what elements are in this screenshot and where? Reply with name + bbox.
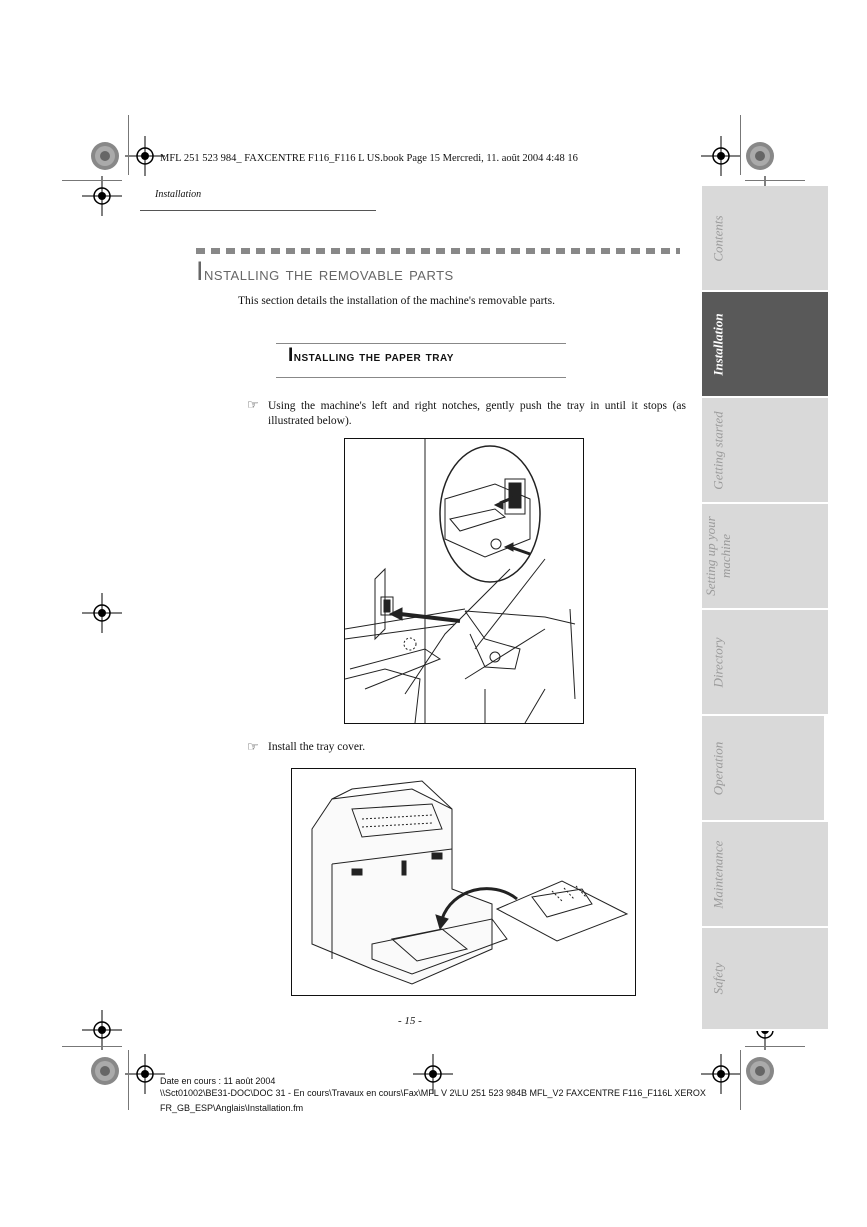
title-dash-bar (196, 248, 680, 254)
page-number: - 15 - (398, 1015, 422, 1027)
header-rule (140, 210, 376, 211)
tab-label: Setting up your machine (703, 516, 733, 596)
tab-label: Contents (710, 214, 726, 262)
page-title-rest: nstalling the removable parts (204, 264, 454, 285)
section-rule-top (276, 343, 566, 344)
tab-getting-started[interactable] (702, 398, 828, 504)
footer-date: Date en cours : 11 août 2004 (160, 1076, 276, 1086)
section-tabs-sidebar (702, 186, 828, 1031)
crosshair-mark-icon (701, 1054, 741, 1094)
intro-text: This section details the installation of the machine's removable parts. (238, 295, 555, 307)
tab-installation[interactable] (702, 292, 828, 398)
running-header: Installation (155, 189, 202, 200)
tab-maintenance[interactable] (702, 822, 828, 928)
footer-file-path-continued: FR_GB_ESP\Anglais\Installation.fm (160, 1103, 304, 1113)
trim-line (745, 180, 805, 181)
pointing-hand-icon: ☞ (247, 397, 259, 412)
crosshair-mark-icon (82, 1010, 122, 1050)
crosshair-mark-icon (125, 136, 165, 176)
page-title (196, 256, 454, 287)
tab-label: Installation (710, 312, 726, 376)
crosshair-mark-icon (125, 1054, 165, 1094)
section-rule-bottom (276, 377, 566, 378)
tab-contents[interactable] (702, 186, 828, 292)
registration-mark-icon (740, 1051, 780, 1091)
tab-operation[interactable] (702, 716, 824, 822)
footer-file-path: \\Sct01002\BE31-DOC\DOC 31 - En cours\Travaux en cours\Fax\MFL V 2\LU 251 523 984B MFL_V2 FAXCENTRE F116_F116L XEROX (160, 1088, 706, 1098)
tab-label: Maintenance (710, 840, 726, 908)
section-title (288, 345, 454, 367)
trim-line (740, 1050, 741, 1110)
tab-directory[interactable] (702, 610, 828, 716)
trim-line (128, 115, 129, 175)
trim-line (740, 115, 741, 175)
crosshair-mark-icon (701, 136, 741, 176)
page-title-initial: I (196, 256, 205, 286)
tab-safety[interactable] (702, 928, 828, 1031)
crosshair-mark-icon (82, 176, 122, 216)
paper-tray-insertion-illustration (344, 438, 584, 724)
book-header: MFL 251 523 984_ FAXCENTRE F116_F116 L US.book Page 15 Mercredi, 11. août 2004 4:48 16 (160, 153, 578, 164)
crosshair-mark-icon (82, 593, 122, 633)
registration-mark-icon (85, 136, 125, 176)
trim-line (745, 1046, 805, 1047)
tab-setting-up[interactable] (702, 504, 828, 610)
tab-label: Operation (710, 741, 726, 795)
trim-line (62, 180, 122, 181)
registration-mark-icon (740, 136, 780, 176)
tab-label: Directory (710, 636, 726, 688)
section-title-initial: I (288, 345, 294, 366)
tray-cover-installation-illustration (291, 768, 636, 996)
step-text: Install the tray cover. (268, 741, 366, 753)
trim-line (128, 1050, 129, 1110)
registration-mark-icon (85, 1051, 125, 1091)
step-text: Using the machine's left and right notches, gently push the tray in until it stops (as illustrated below). (268, 400, 686, 427)
pointing-hand-icon: ☞ (247, 739, 259, 754)
trim-line (62, 1046, 122, 1047)
section-title-rest: nstalling the paper tray (293, 348, 454, 364)
tab-label: Getting started (710, 410, 726, 490)
tab-label: Safety (710, 962, 726, 995)
